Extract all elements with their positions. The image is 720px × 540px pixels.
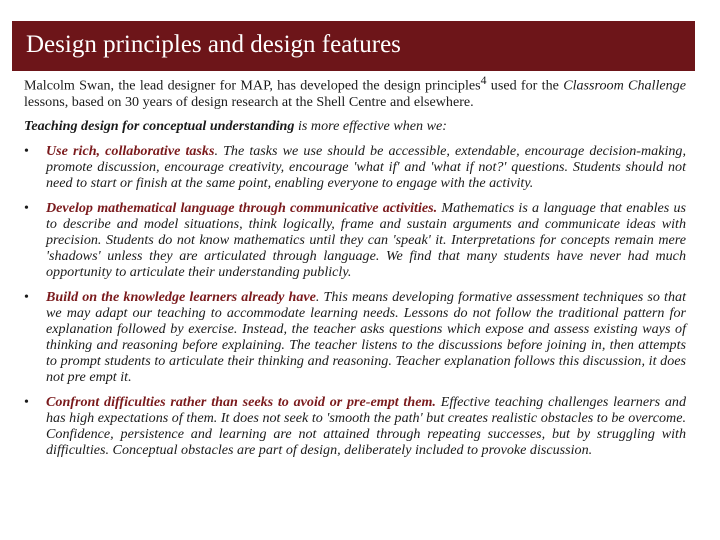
intro-text-2: used for the bbox=[486, 77, 564, 94]
intro-paragraph bbox=[24, 73, 686, 110]
bullet-item bbox=[24, 143, 686, 191]
bullet-dot-icon: • bbox=[24, 393, 29, 410]
lead-bold: Teaching design for conceptual understanding bbox=[24, 117, 295, 134]
intro-text-3: lessons, based on 30 years of design research at the Shell Centre and elsewhere. bbox=[24, 93, 474, 110]
bullet-item bbox=[24, 200, 686, 280]
bullet-heading: Develop mathematical language through communicative activities. bbox=[46, 199, 438, 216]
slide-title-bar bbox=[12, 21, 695, 71]
bullet-item bbox=[24, 394, 686, 458]
slide-title: Design principles and design features bbox=[26, 31, 401, 58]
bullet-body: Effective teaching challenges learners and has high expectations of them. It does not seek to 'smooth the path' but creates realistic obstacles to be overcome. Confidence, persistence and learning are not attained through repeating successes, but by struggling with difficulties. Conceptual obstacles are part of design, deliberately included to provoke discussion. bbox=[46, 393, 686, 458]
intro-text-1: Malcolm Swan, the lead designer for MAP, has developed the design principles bbox=[24, 77, 481, 94]
intro-emphasis: Classroom Challenge bbox=[563, 77, 686, 94]
lead-rest: is more effective when we: bbox=[294, 117, 447, 134]
bullet-body: Mathematics is a language that enables us to describe and model situations, think logically, frame and sustain arguments and communicate ideas with precision. Students do not know mathematics until they can 'speak' it. Interpretations for concepts remain mere 'shadows' unless they are articulated through language. We find that many students have never had much opportunity to articulate their understanding publicly. bbox=[46, 199, 687, 280]
lead-sentence bbox=[24, 118, 686, 134]
bullet-dot-icon: • bbox=[24, 288, 29, 305]
bullet-heading: Use rich, collaborative tasks bbox=[46, 142, 215, 159]
bullet-item bbox=[24, 289, 686, 385]
bullet-dot-icon: • bbox=[24, 199, 29, 216]
bullet-dot-icon: • bbox=[24, 142, 29, 159]
footnote-marker: 4 bbox=[480, 74, 487, 87]
bullet-heading: Build on the knowledge learners already have bbox=[46, 288, 316, 305]
bullet-body: . This means developing formative assessment techniques so that we may adapt our teaching to accommodate learning needs. Lessons do not follow the traditional pattern for explanation followed by exercise. Instead, the teacher asks questions which expose and assess existing ways of thinking and reasoning before explaining. The teacher listens to the discussions before joining in, then attempts to prompt students to articulate their thinking and reasoning. Teacher explanation follows this discussion, it does not pre empt it. bbox=[46, 288, 686, 385]
bullet-body: . The tasks we use should be accessible, extendable, encourage decision-making, promote discussion, encourage creativity, encourage 'what if' and 'what if not?' questions. Students should not need to start or finish at the same point, enabling everyone to engage with the activity. bbox=[46, 142, 686, 191]
slide-content bbox=[24, 73, 686, 458]
bullet-heading: Confront difficulties rather than seeks to avoid or pre-empt them. bbox=[46, 393, 436, 410]
